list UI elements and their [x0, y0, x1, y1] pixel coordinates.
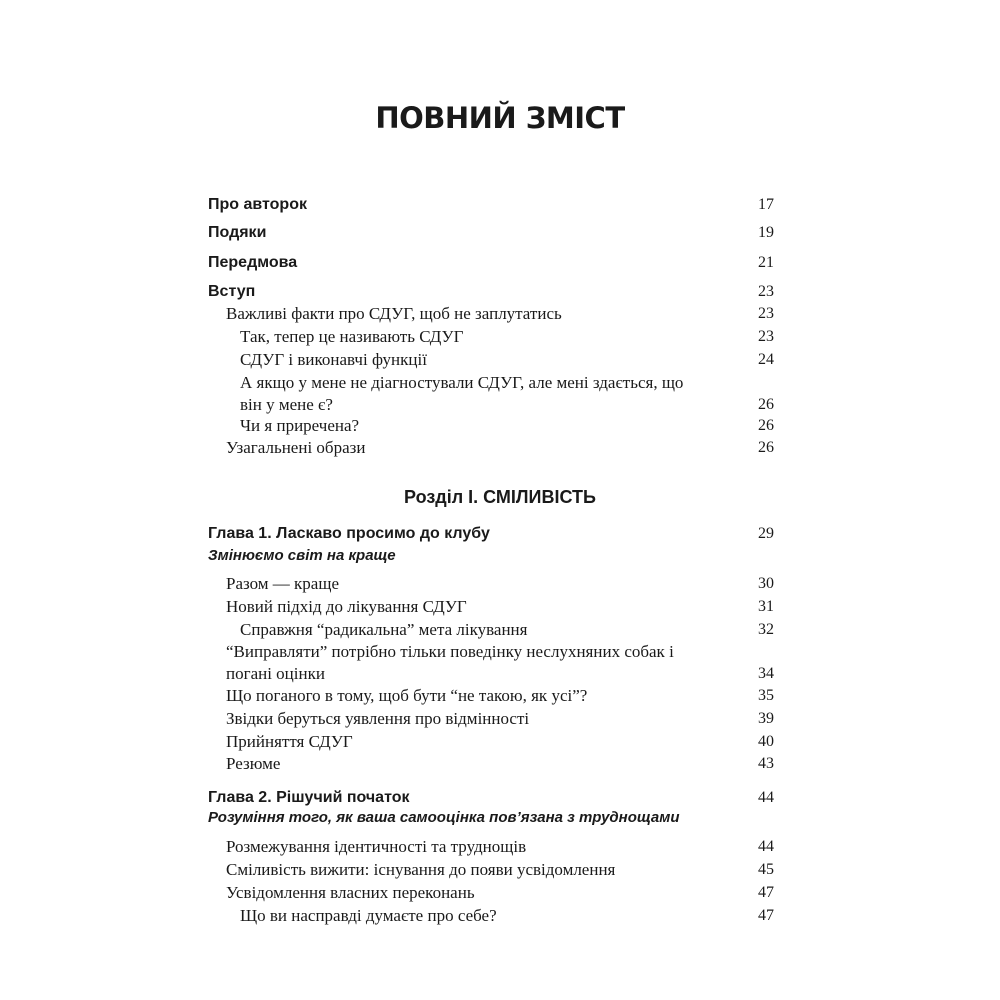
toc-entry-page: 47 — [758, 907, 774, 924]
toc-entry-page: 23 — [758, 328, 774, 345]
toc-entry-page: 17 — [758, 196, 774, 213]
toc-entry-page: 34 — [758, 665, 774, 682]
toc-entry-title: Прийняття СДУГ — [226, 732, 353, 751]
toc-entry-page: 24 — [758, 351, 774, 368]
toc-entry — [208, 836, 774, 858]
toc-entry — [208, 252, 774, 274]
toc-entry-title: Глава 1. Ласкаво просимо до клубу — [208, 525, 490, 542]
toc-entry-page: 23 — [758, 283, 774, 300]
toc-subtitle — [208, 545, 774, 567]
toc-entry-page: 23 — [758, 305, 774, 322]
toc-entry-page: 19 — [758, 224, 774, 241]
toc-entry-page: 32 — [758, 621, 774, 638]
toc-entry — [208, 708, 774, 730]
toc-entry-title: Подяки — [208, 224, 267, 241]
toc-entry-page: 26 — [758, 439, 774, 456]
toc-entry-title: Розмежування ідентичності та труднощів — [226, 837, 527, 856]
toc-entry-title: Звідки беруться уявлення про відмінності — [226, 709, 530, 728]
toc-entry-title: Сміливість вижити: існування до появи усвідомлення — [226, 860, 616, 879]
toc-entry-title: Узагальнені образи — [226, 438, 366, 457]
toc-entry-title: Новий підхід до лікування СДУГ — [226, 597, 467, 616]
toc-entry — [208, 437, 774, 459]
table-of-contents — [208, 0, 774, 1000]
toc-entry-title: Так, тепер це називають СДУГ — [240, 327, 464, 346]
toc-entry-title: А якщо у мене не діагностували СДУГ, але мені здається, що він у мене є? — [240, 373, 684, 414]
toc-entry-title: “Виправляти” потрібно тільки поведінку неслухняних собак і погані оцінки — [226, 642, 674, 683]
toc-entry-title: Резюме — [226, 754, 281, 773]
toc-entry-title: СДУГ і виконавчі функції — [240, 350, 427, 369]
toc-entry-page: 47 — [758, 884, 774, 901]
toc-entry-page: 21 — [758, 254, 774, 271]
toc-entry-title: Разом — краще — [226, 574, 339, 593]
toc-entry — [208, 303, 774, 325]
toc-entry — [208, 194, 774, 216]
toc-entry — [208, 281, 774, 303]
toc-entry — [208, 222, 774, 244]
toc-entry — [208, 731, 774, 753]
toc-entry-title: Важливі факти про СДУГ, щоб не заплутатись — [226, 304, 562, 323]
toc-entry-page: 30 — [758, 575, 774, 592]
toc-entry — [208, 619, 774, 641]
toc-entry-title: Що ви насправді думаєте про себе? — [240, 906, 497, 925]
toc-subtitle — [208, 807, 774, 829]
toc-entry — [208, 372, 774, 416]
toc-entry-page: 31 — [758, 598, 774, 615]
toc-entry — [208, 753, 774, 775]
section-heading: Розділ I. СМІЛИВІСТЬ — [404, 487, 596, 507]
toc-entry-page: 39 — [758, 710, 774, 727]
toc-entry-page: 44 — [758, 789, 774, 806]
toc-entry-title: Розуміння того, як ваша самооцінка пов’язана з труднощами — [208, 809, 680, 826]
toc-entry-page: 26 — [758, 396, 774, 413]
toc-entry-title: Що поганого в тому, щоб бути “не такою, як усі”? — [226, 686, 588, 705]
toc-entry-title: Про авторок — [208, 196, 307, 213]
toc-entry-title: Усвідомлення власних переконань — [226, 883, 475, 902]
toc-entry-page: 26 — [758, 417, 774, 434]
toc-entry — [208, 905, 774, 927]
toc-entry — [208, 523, 774, 545]
toc-entry-title: Справжня “радикальна” мета лікування — [240, 620, 528, 639]
toc-entry — [208, 859, 774, 881]
toc-entry — [208, 349, 774, 371]
toc-entry-title: Вступ — [208, 283, 256, 300]
toc-entry — [208, 596, 774, 618]
toc-entry — [208, 882, 774, 904]
toc-entry-title: Передмова — [208, 254, 298, 271]
page-title: ПОВНИЙ ЗМІСТ — [375, 101, 625, 135]
toc-entry-page: 43 — [758, 755, 774, 772]
toc-entry-page: 44 — [758, 838, 774, 855]
toc-entry — [208, 787, 774, 809]
toc-entry-page: 29 — [758, 525, 774, 542]
toc-entry-title: Глава 2. Рішучий початок — [208, 789, 410, 806]
toc-entry-page: 45 — [758, 861, 774, 878]
toc-entry-page: 40 — [758, 733, 774, 750]
toc-entry-page: 35 — [758, 687, 774, 704]
toc-entry — [208, 685, 774, 707]
toc-entry — [208, 641, 774, 685]
toc-entry — [208, 573, 774, 595]
toc-entry — [208, 415, 774, 437]
toc-entry-title: Чи я приречена? — [240, 416, 360, 435]
toc-entry — [208, 326, 774, 348]
toc-entry-title: Змінюємо світ на краще — [208, 547, 396, 564]
